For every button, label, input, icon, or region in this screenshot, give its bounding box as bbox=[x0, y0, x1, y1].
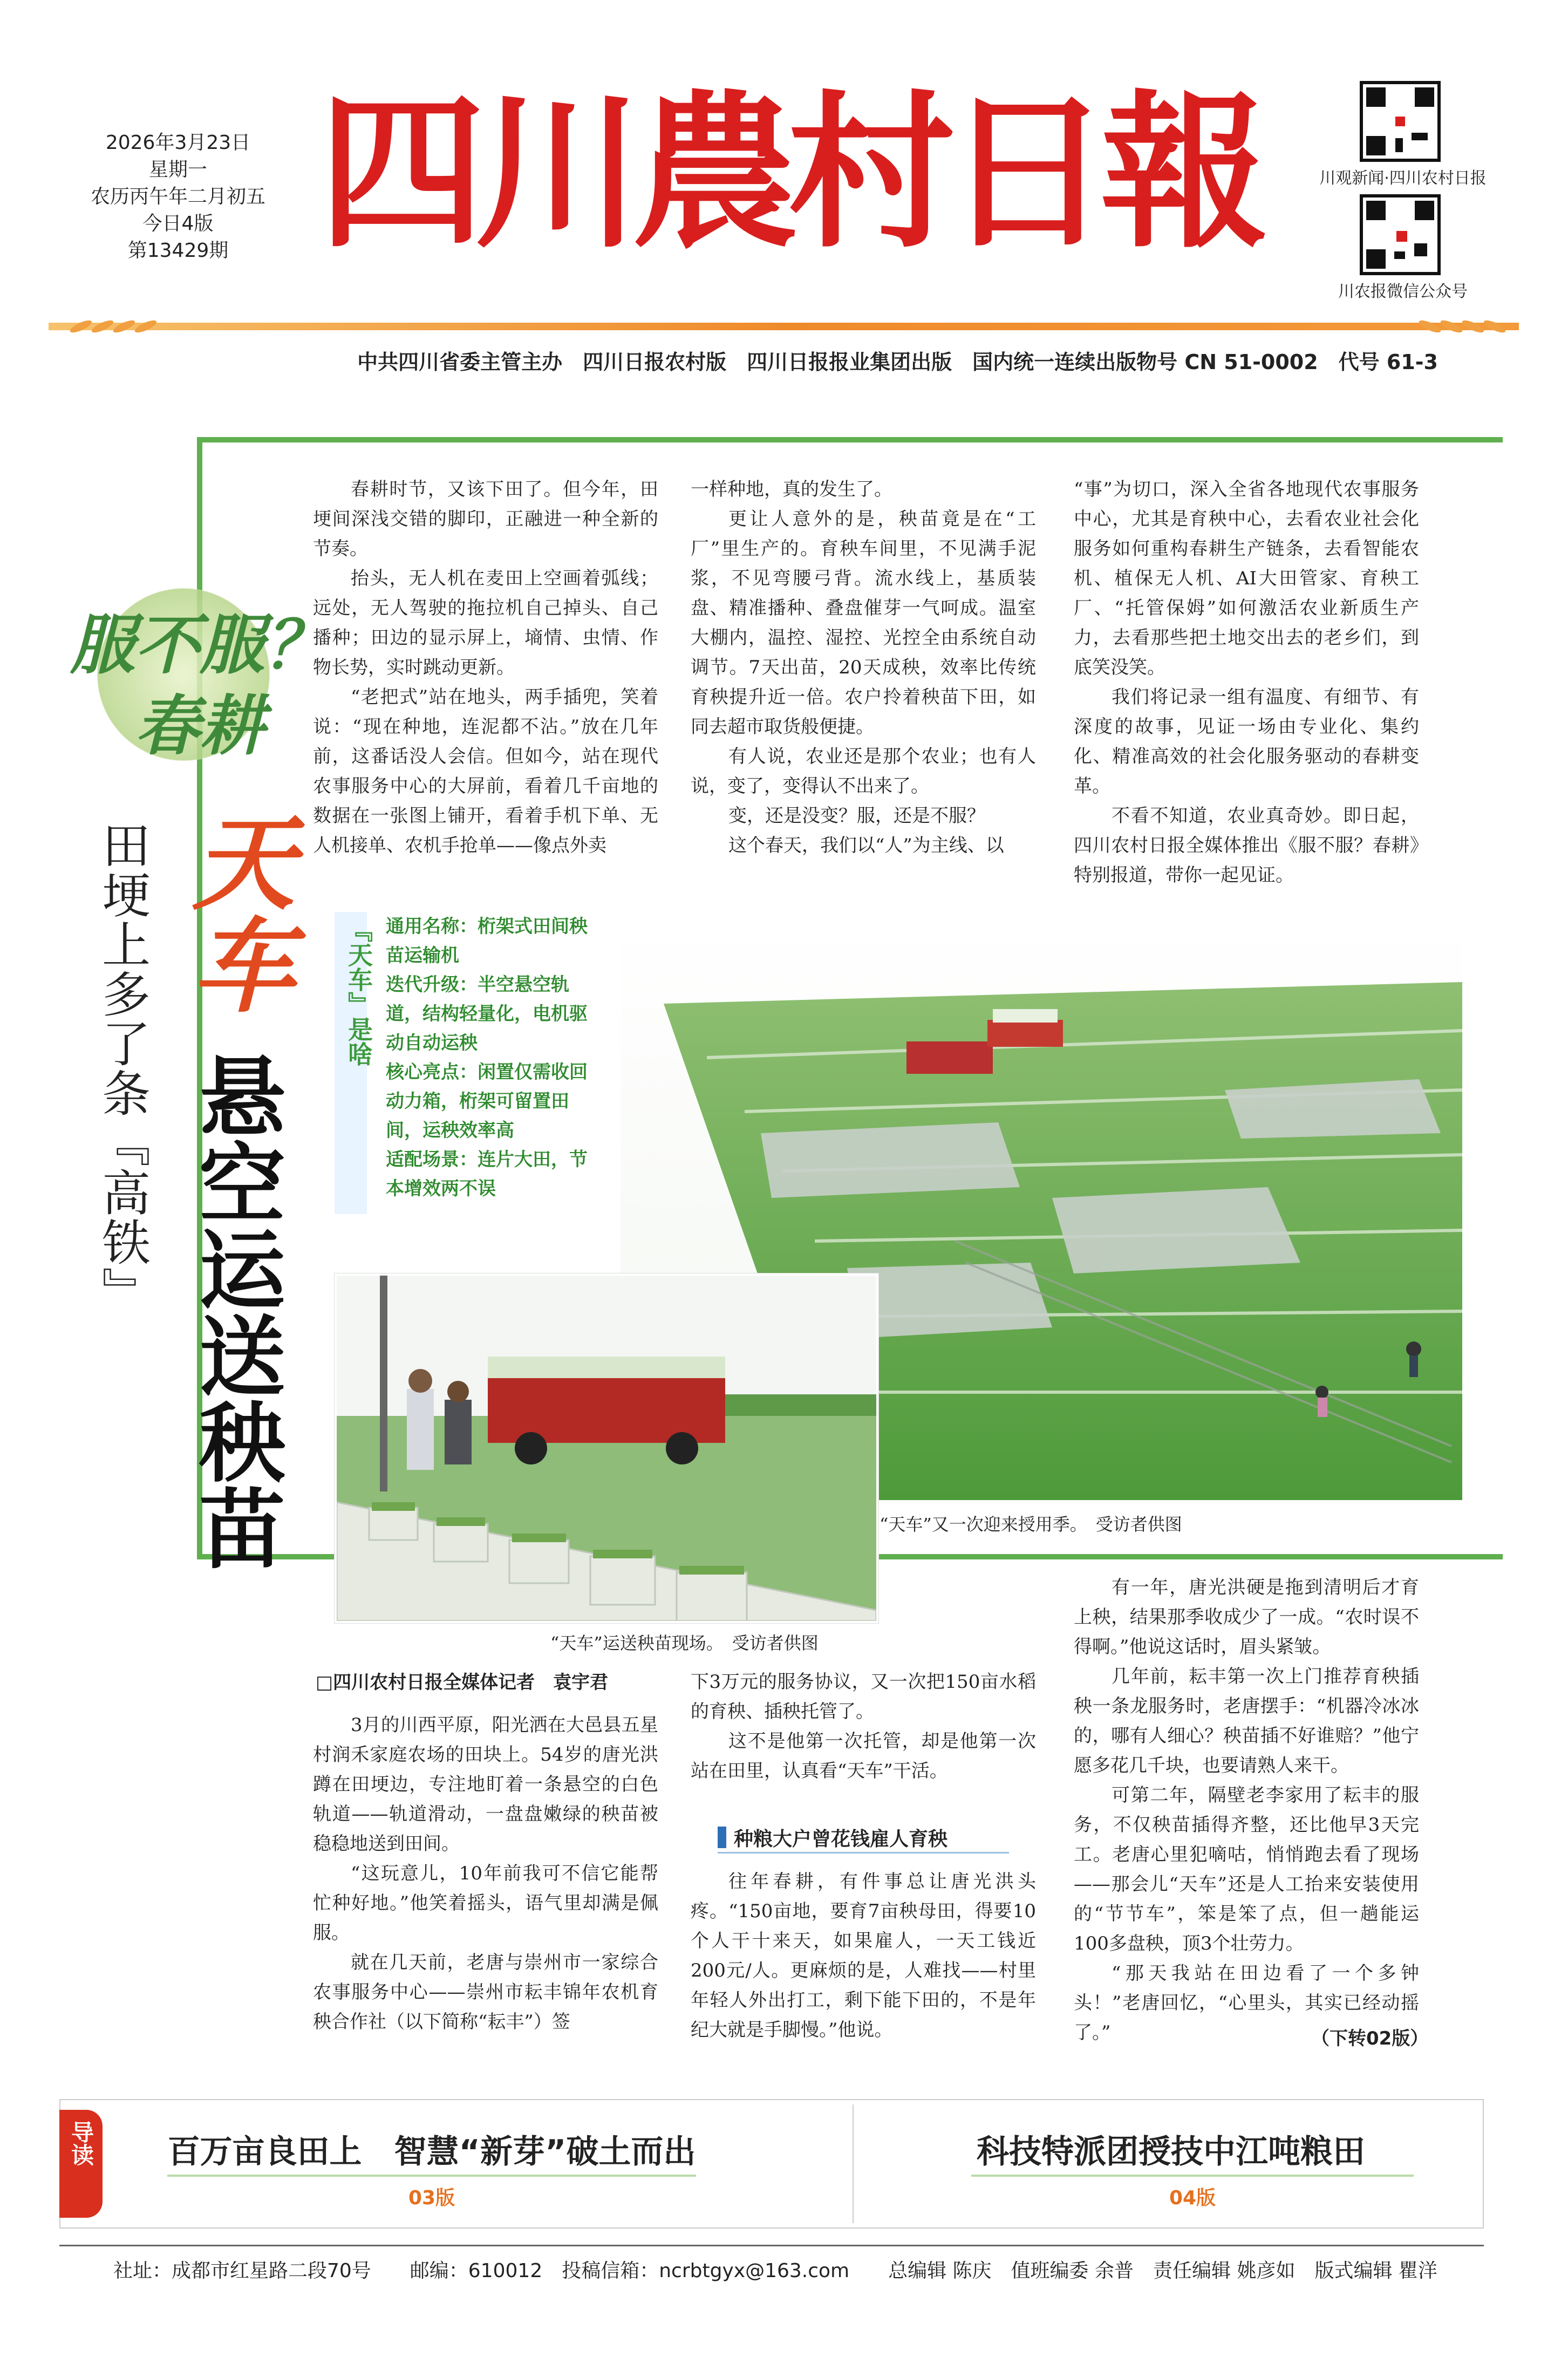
paragraph: 往年春耕，有件事总让唐光洪头疼。“150亩地，要育7亩秧母田，得要10个人干十来天，如果雇人，一天工钱近200元/人。更麻烦的是，人难找——村里年轻人外出打工，剩下能下田的，不是年纪大就是手脚慢。”他说。 bbox=[691, 1871, 1036, 2041]
body-column-1 bbox=[313, 1711, 658, 2037]
paragraph: 就在几天前，老唐与崇州市一家综合农事服务中心——崇州市耘丰锦年农机育秧合作社（以下简称“耘丰”）签 bbox=[313, 1952, 658, 2033]
title-char: 四 bbox=[318, 74, 486, 271]
badge-line1: 服不服？ bbox=[70, 607, 329, 683]
title-char: 農 bbox=[631, 74, 799, 271]
body-column-3 bbox=[1074, 1573, 1419, 2048]
column-logo bbox=[59, 572, 329, 764]
title-char: 報 bbox=[1101, 74, 1268, 271]
explainer-item bbox=[386, 1058, 602, 1145]
explainer-key: 通用名称： bbox=[386, 916, 478, 937]
preview-page-1[interactable]: 03版 bbox=[408, 2187, 455, 2209]
lunar-date: 农历丙午年二月初五 bbox=[90, 186, 265, 208]
preview-rule bbox=[167, 2175, 696, 2177]
paragraph: “老把式”站在地头，两手插兜，笑着说：“现在种地，连泥都不沾。”放在几年前，这番话没人会信。但如今，站在现代农事服务中心的大屏前，看着几千亩地的数据在一张图上铺开，看着手机下单、无人机接单、农机手抢单——像点外卖 bbox=[313, 686, 658, 856]
paragraph: 有一年，唐光洪硬是拖到清明后才育上秧，结果那季收成少了一成。“农时误不得啊。”他说这话时，眉头紧皱。 bbox=[1074, 1577, 1419, 1658]
intro-column-2 bbox=[691, 475, 1036, 861]
paragraph: 几年前，耘丰第一次上门推荐育秧插秧一条龙服务时，老唐摆手：“机器冷冰冰的，哪有人细心？秧苗插不好谁赔？”他宁愿多花几千块，也要请熟人来干。 bbox=[1074, 1666, 1419, 1776]
preview-page-2[interactable]: 04版 bbox=[1169, 2187, 1216, 2209]
paragraph: 不看不知道，农业真奇妙。即日起，四川农村日报全媒体推出《服不服？春耕》特别报道，带你一起见证。 bbox=[1074, 805, 1419, 886]
body-column-2 bbox=[691, 1667, 1036, 1786]
continued-note: （下转02版） bbox=[1311, 2028, 1429, 2049]
intro-column-3 bbox=[1074, 475, 1419, 890]
badge-line2: 春耕 bbox=[135, 688, 264, 764]
paragraph: “这玩意儿，10年前我可不信它能帮忙种好地。”他笑着摇头，语气里却满是佩服。 bbox=[313, 1863, 658, 1944]
conveyor-photo bbox=[335, 1273, 878, 1623]
paragraph: 下3万元的服务协议，又一次把150亩水稻的育秧、插秧托管了。 bbox=[691, 1671, 1036, 1722]
explainer-value: 连片大田，节本增效两不误 bbox=[386, 1149, 588, 1200]
paragraph: 春耕时节，又该下田了。但今年，田埂间深浅交错的脚印，正融进一种全新的节奏。 bbox=[313, 479, 658, 560]
paragraph: 这个春天，我们以“人”为主线、以 bbox=[728, 835, 1004, 856]
explainer-body bbox=[386, 912, 602, 1203]
footer-rule bbox=[59, 2245, 1484, 2246]
explainer-item bbox=[386, 970, 602, 1058]
qr1-caption: 川观新闻·四川农村日报 bbox=[1319, 169, 1487, 188]
explainer-value: 桁架式田间秧苗运输机 bbox=[386, 916, 588, 966]
explainer-value: 闲置仅需收回动力箱，桁架可留置田间，运秧效率高 bbox=[386, 1061, 588, 1141]
paragraph: “事”为切口，深入全省各地现代农事服务中心，尤其是育秧中心，去看农业社会化服务如何重构春耕生产链条，去看智能农机、植保无人机、AI大田管家、育秧工厂、“托管保姆”如何激活农业新质生产力，去看那些把土地交出去的老乡们，到底笑没笑。 bbox=[1074, 479, 1419, 678]
issue-number: 第13429期 bbox=[127, 240, 229, 262]
explainer-key: 适配场景： bbox=[386, 1149, 478, 1170]
title-char: 村 bbox=[788, 74, 955, 271]
paragraph: 这不是他第一次托管，却是他第一次站在田里，认真看“天车”干活。 bbox=[691, 1730, 1036, 1782]
explainer-value: 半空悬空轨道，结构轻量化，电机驱动自动运秧 bbox=[386, 974, 588, 1054]
article-subtitle: 田埂上多了条『高铁』 bbox=[93, 820, 150, 1317]
paragraph: 抬头，无人机在麦田上空画着弧线；远处，无人驾驶的拖拉机自己掉头、自己播种；田边的显示屏上，墒情、虫情、作物长势，实时跳动更新。 bbox=[313, 568, 658, 678]
subhead-underline bbox=[718, 1852, 1009, 1854]
title-char: 日 bbox=[944, 74, 1112, 271]
article-title-highlight: 天车 bbox=[175, 809, 296, 1014]
newspaper-title bbox=[313, 76, 1284, 270]
paragraph: 3月的川西平原，阳光洒在大邑县五星村润禾家庭农场的田块上。54岁的唐光洪蹲在田埂边，专注地盯着一条悬空的白色轨道——轨道滑动，一盘盘嫩绿的秧苗被稳稳地送到田间。 bbox=[313, 1714, 658, 1855]
preview-tag-label: 导读 bbox=[68, 2121, 94, 2166]
body-column-2b bbox=[691, 1867, 1036, 2045]
paragraph: 更让人意外的是，秧苗竟是在“工厂”里生产的。育秧车间里，不见满手泥浆，不见弯腰弓背。流水线上，基质装盘、精准播种、叠盘催芽一气呵成。温室大棚内，温控、湿控、光控全由系统自动调节。7天出苗，20天成秧，效率比传统育秧提升近一倍。农户拎着秧苗下田，如同去超市取货般便捷。 bbox=[691, 508, 1036, 738]
date-block bbox=[70, 130, 286, 264]
paragraph: 我们将记录一组有温度、有细节、有深度的故事，见证一场由专业化、集约化、精准高效的社会化服务驱动的春耕变革。 bbox=[1074, 686, 1419, 797]
paragraph: 一样种地，真的发生了。 bbox=[691, 479, 892, 500]
qr-code-icon[interactable] bbox=[1360, 194, 1441, 275]
preview-item-2[interactable]: 科技特派团授技中江吨粮田 bbox=[977, 2133, 1365, 2171]
paragraph: 变，还是没变？服，还是不服？ bbox=[728, 805, 985, 827]
preview-rule bbox=[971, 2175, 1414, 2177]
explainer-item bbox=[386, 1145, 602, 1203]
article-title: 悬空运送秧苗 bbox=[185, 1052, 285, 1570]
preview-item-1[interactable]: 百万亩良田上 智慧“新芽”破土而出 bbox=[167, 2133, 696, 2171]
intro-column-1 bbox=[313, 475, 658, 861]
caption-big-photo: “天车”又一次迎来授用季。 受访者供图 bbox=[880, 1514, 1182, 1535]
paragraph: 可第二年，隔壁老李家用了耘丰的服务，不仅秧苗插得齐整，还比他早3天完工。老唐心里犯嘀咕，悄悄跑去看了现场——那会儿“天车”还是人工抬来安装使用的“节节车”，笨是笨了点，但一趟能运100多盘秧，顶3个壮劳力。 bbox=[1074, 1784, 1419, 1954]
byline: □四川农村日报全媒体记者 袁宇君 bbox=[316, 1672, 609, 1693]
explainer-label: 『天车』是啥 bbox=[344, 917, 373, 1066]
preview-divider bbox=[853, 2104, 854, 2223]
paragraph: 有人说，农业还是那个农业；也有人说，变了，变得认不出来了。 bbox=[691, 746, 1036, 797]
title-char: 川 bbox=[475, 74, 642, 271]
footer: 社址：成都市红星路二段70号 邮编：610012 投稿信箱：ncrbtgyx@163.com 总编辑 陈庆 值班编委 余普 责任编辑 姚彦如 版式编辑 瞿洋 bbox=[113, 2260, 1437, 2282]
explainer-item bbox=[386, 912, 602, 970]
subhead-marker bbox=[718, 1827, 726, 1848]
qr-code-icon[interactable] bbox=[1360, 81, 1441, 162]
weekday: 星期一 bbox=[148, 159, 207, 181]
qr2-caption: 川农报微信公众号 bbox=[1338, 282, 1468, 301]
publication-info: 中共四川省委主管主办 四川日报农村版 四川日报报业集团出版 国内统一连续出版物号 CN 51-0002 代号 61-3 bbox=[357, 350, 1438, 374]
caption-small-photo: “天车”运送秧苗现场。 受访者供图 bbox=[550, 1633, 819, 1653]
date: 2026年3月23日 bbox=[105, 132, 251, 154]
explainer-key: 迭代升级： bbox=[386, 974, 478, 996]
masthead-divider bbox=[49, 318, 1519, 335]
section-subhead: 种粮大户曾花钱雇人育秧 bbox=[734, 1828, 948, 1850]
page-count: 今日4版 bbox=[142, 213, 214, 235]
explainer-key: 核心亮点： bbox=[386, 1061, 478, 1083]
paragraph: “那天我站在田边看了一个多钟头！”老唐回忆，“心里头，其实已经动摇了。” bbox=[1074, 1963, 1419, 2043]
